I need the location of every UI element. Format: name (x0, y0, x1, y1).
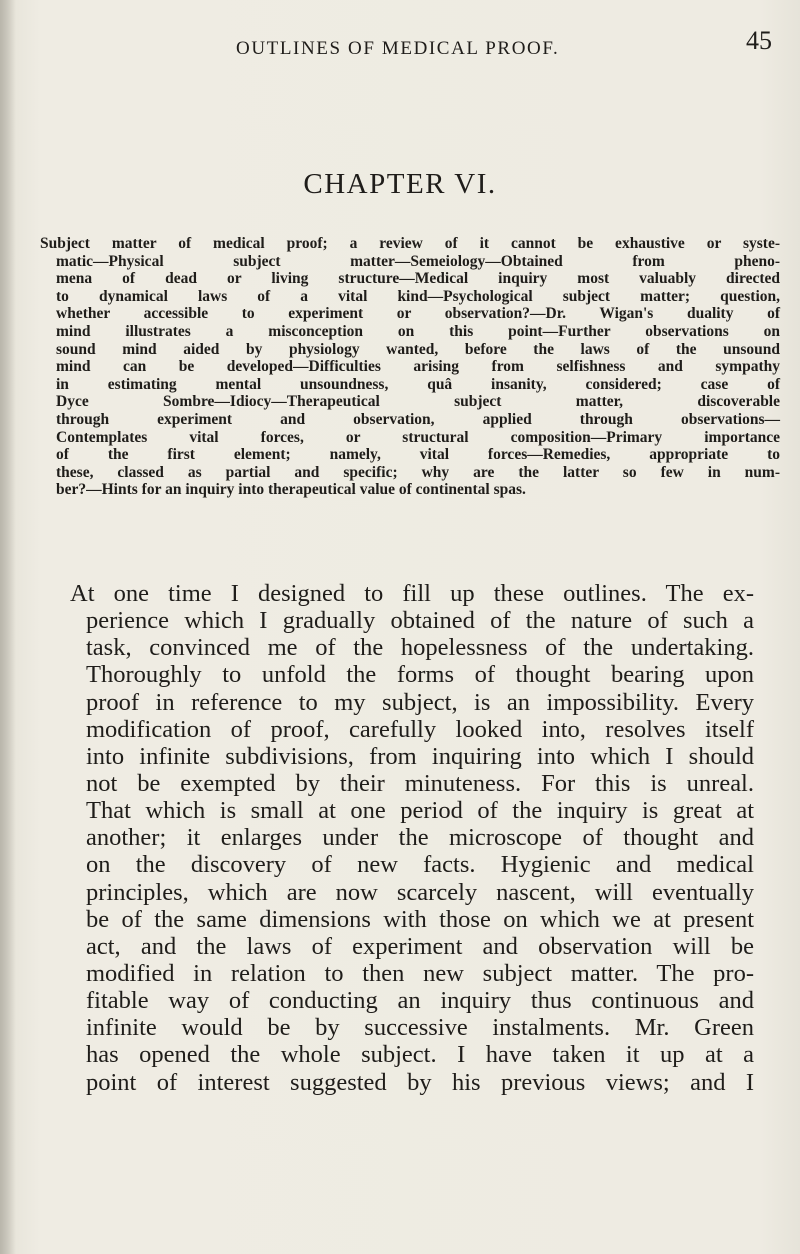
body-line: another; it enlarges under the microscope of thought and (86, 824, 754, 852)
synopsis-line: Dyce Sombre—Idiocy—Therapeutical subject matter, discoverable (56, 393, 780, 411)
body-line: perience which I gradually obtained of the nature of such a (86, 607, 754, 635)
body-line: on the discovery of new facts. Hygienic and medical (86, 851, 754, 879)
body-line: Thoroughly to unfold the forms of thought bearing upon (86, 661, 754, 689)
body-line: infinite would be by successive instalments. Mr. Green (86, 1014, 754, 1042)
body-line: task, convinced me of the hopelessness of the undertaking. (86, 634, 754, 662)
synopsis-line: through experiment and observation, applied through observations— (56, 410, 780, 428)
chapter-synopsis (40, 235, 780, 499)
synopsis-line: sound mind aided by physiology wanted, before the laws of the unsound (56, 340, 780, 358)
body-line: point of interest suggested by his previous views; and I (86, 1068, 754, 1096)
running-head (0, 26, 800, 60)
body-line: modified in relation to then new subject matter. The pro- (86, 959, 754, 987)
body-line: act, and the laws of experiment and observation will be (86, 932, 754, 960)
synopsis-line: these, classed as partial and specific; why are the latter so few in num- (56, 463, 780, 481)
body-line: proof in reference to my subject, is an impossibility. Every (86, 688, 754, 716)
synopsis-line: ber?—Hints for an inquiry into therapeutical value of continental spas. (56, 481, 526, 499)
body-text (70, 580, 754, 1096)
synopsis-line: Subject matter of medical proof; a review of it cannot be exhaustive or syste- (40, 235, 780, 252)
synopsis-line: whether accessible to experiment or observation?—Dr. Wigan's duality of (56, 305, 780, 323)
synopsis-line: mena of dead or living structure—Medical inquiry most valuably directed (56, 270, 780, 288)
body-line: principles, which are now scarcely nascent, will eventually (86, 878, 754, 906)
synopsis-line: in estimating mental unsoundness, quâ insanity, considered; case of (56, 375, 780, 393)
synopsis-line: of the first element; namely, vital forces—Remedies, appropriate to (56, 446, 780, 464)
body-line: be of the same dimensions with those on which we at present (86, 905, 754, 933)
synopsis-line: mind illustrates a misconception on this point—Further observations on (56, 322, 780, 340)
synopsis-line: to dynamical laws of a vital kind—Psychological subject matter; question, (56, 287, 780, 305)
page-number: 45 (746, 26, 772, 55)
synopsis-line: mind can be developed—Difficulties arising from selfishness and sympathy (56, 358, 780, 376)
running-title: OUTLINES OF MEDICAL PROOF. (236, 38, 560, 59)
body-line: fitable way of conducting an inquiry thus continuous and (86, 987, 754, 1015)
chapter-heading: CHAPTER VI. (303, 168, 497, 200)
body-line: not be exempted by their minuteness. For this is unreal. (86, 769, 754, 797)
synopsis-line: matic—Physical subject matter—Semeiology—Obtained from pheno- (56, 252, 780, 270)
body-line: modification of proof, carefully looked into, resolves itself (86, 715, 754, 743)
synopsis-line: Contemplates vital forces, or structural composition—Primary importance (56, 428, 780, 446)
body-line: That which is small at one period of the inquiry is great at (86, 797, 754, 825)
body-line: into infinite subdivisions, from inquiring into which I should (86, 742, 754, 770)
body-line: At one time I designed to fill up these outlines. The ex- (70, 580, 754, 607)
body-line: has opened the whole subject. I have taken it up at a (86, 1041, 754, 1069)
